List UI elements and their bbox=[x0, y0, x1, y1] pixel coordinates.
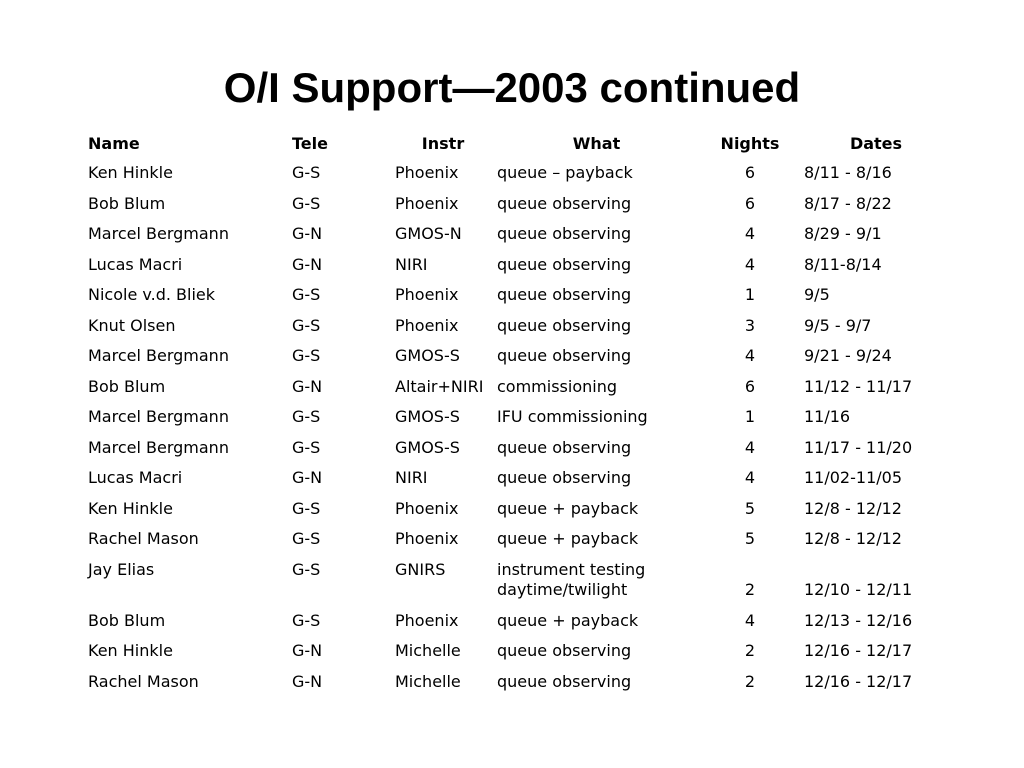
cell-what bbox=[491, 189, 696, 220]
cell-dates bbox=[798, 606, 948, 637]
cell-tele: G-S bbox=[292, 163, 321, 182]
cell-instr: GMOS-S bbox=[395, 407, 460, 426]
cell-nights-value: 1 bbox=[744, 285, 756, 304]
cell-dates bbox=[798, 524, 948, 555]
cell-dates-value: 12/16 - 12/17 bbox=[804, 671, 913, 691]
table-header-row bbox=[82, 130, 948, 158]
cell-name: Ken Hinkle bbox=[88, 498, 173, 518]
cell-nights-value: 5 bbox=[744, 529, 756, 548]
cell-name: Bob Blum bbox=[88, 193, 166, 213]
cell-tele: G-S bbox=[292, 610, 321, 630]
cell-what-line: queue observing bbox=[497, 224, 632, 243]
cell-dates-value: 8/11 - 8/16 bbox=[804, 163, 892, 182]
cell-what bbox=[491, 463, 696, 494]
cell-spacer bbox=[702, 560, 798, 581]
cell-name: Nicole v.d. Bliek bbox=[88, 285, 215, 304]
cell-nights-value: 2 bbox=[744, 641, 756, 660]
cell-instr: Phoenix bbox=[395, 285, 459, 304]
cell-what-line: daytime/twilight bbox=[497, 580, 628, 599]
table-row bbox=[82, 402, 948, 433]
cell-dates bbox=[798, 341, 948, 372]
cell-dates-value: 12/13 - 12/16 bbox=[804, 610, 913, 630]
cell-nights bbox=[696, 189, 798, 220]
cell-what bbox=[491, 402, 696, 433]
table-row bbox=[82, 219, 948, 250]
cell-instr: Phoenix bbox=[395, 610, 459, 630]
table-row bbox=[82, 158, 948, 189]
cell-what-line: queue observing bbox=[497, 671, 632, 691]
table-row bbox=[82, 606, 948, 637]
cell-tele: G-S bbox=[292, 285, 321, 304]
cell-instr: Michelle bbox=[395, 671, 461, 691]
cell-nights-value: 4 bbox=[744, 437, 756, 457]
cell-nights bbox=[696, 636, 798, 667]
cell-what bbox=[491, 606, 696, 637]
cell-tele: G-S bbox=[292, 498, 321, 518]
cell-nights-value: 4 bbox=[744, 346, 756, 365]
cell-nights bbox=[696, 341, 798, 372]
cell-dates bbox=[798, 280, 948, 311]
cell-dates bbox=[798, 250, 948, 281]
table-row bbox=[82, 524, 948, 555]
cell-tele: G-S bbox=[292, 437, 321, 457]
cell-nights-value: 2 bbox=[744, 671, 756, 691]
cell-nights-value: 6 bbox=[744, 163, 756, 182]
cell-nights bbox=[696, 524, 798, 555]
cell-nights bbox=[696, 667, 798, 698]
column-header-instr: Instr bbox=[421, 134, 465, 153]
cell-name: Marcel Bergmann bbox=[88, 224, 229, 243]
cell-nights-value: 6 bbox=[744, 193, 756, 213]
column-header-dates: Dates bbox=[849, 134, 903, 153]
cell-tele: G-S bbox=[292, 559, 321, 579]
cell-nights-value: 4 bbox=[744, 254, 756, 274]
cell-nights-value: 3 bbox=[744, 315, 756, 335]
table-row bbox=[82, 341, 948, 372]
cell-nights bbox=[696, 280, 798, 311]
cell-dates-value: 11/17 - 11/20 bbox=[804, 437, 913, 457]
cell-name: Rachel Mason bbox=[88, 529, 199, 548]
cell-name: Bob Blum bbox=[88, 610, 166, 630]
cell-dates bbox=[798, 555, 948, 606]
cell-spacer bbox=[804, 560, 948, 581]
cell-dates-value: 11/16 bbox=[804, 407, 851, 426]
cell-what-line: queue observing bbox=[497, 285, 632, 304]
cell-nights bbox=[696, 463, 798, 494]
cell-dates-value: 9/5 bbox=[804, 285, 830, 304]
cell-name: Marcel Bergmann bbox=[88, 407, 229, 426]
cell-what-line: queue – payback bbox=[497, 163, 633, 182]
cell-what-line: queue observing bbox=[497, 641, 632, 660]
cell-nights bbox=[696, 372, 798, 403]
cell-dates-value: 8/11-8/14 bbox=[804, 254, 882, 274]
cell-instr: GMOS-S bbox=[395, 437, 460, 457]
cell-dates bbox=[798, 219, 948, 250]
cell-tele: G-N bbox=[292, 671, 323, 691]
cell-tele: G-S bbox=[292, 407, 321, 426]
cell-nights-value: 4 bbox=[744, 224, 756, 243]
column-header-nights: Nights bbox=[720, 134, 780, 153]
table-row bbox=[82, 372, 948, 403]
cell-what bbox=[491, 311, 696, 342]
cell-nights bbox=[696, 433, 798, 464]
cell-dates bbox=[798, 402, 948, 433]
cell-dates bbox=[798, 433, 948, 464]
cell-nights bbox=[696, 158, 798, 189]
cell-instr: Phoenix bbox=[395, 163, 459, 182]
cell-nights-value: 5 bbox=[744, 498, 756, 518]
cell-name: Marcel Bergmann bbox=[88, 437, 229, 457]
cell-dates-value: 12/8 - 12/12 bbox=[804, 529, 902, 548]
cell-dates-value: 12/8 - 12/12 bbox=[804, 498, 902, 518]
cell-dates bbox=[798, 463, 948, 494]
cell-instr: Michelle bbox=[395, 641, 461, 660]
cell-tele: G-N bbox=[292, 641, 323, 660]
column-header-what: What bbox=[572, 134, 621, 153]
cell-name: Rachel Mason bbox=[88, 671, 199, 691]
cell-what-line: queue observing bbox=[497, 193, 632, 213]
cell-dates bbox=[798, 667, 948, 698]
cell-instr: NIRI bbox=[395, 254, 428, 274]
slide-title: O/I Support—2003 continued bbox=[223, 64, 801, 111]
cell-name: Bob Blum bbox=[88, 376, 166, 396]
cell-what bbox=[491, 341, 696, 372]
cell-tele: G-S bbox=[292, 193, 321, 213]
cell-nights-value: 1 bbox=[744, 407, 756, 426]
cell-nights bbox=[696, 311, 798, 342]
cell-what bbox=[491, 280, 696, 311]
cell-nights bbox=[696, 250, 798, 281]
table-body bbox=[82, 158, 948, 697]
cell-dates bbox=[798, 158, 948, 189]
cell-what bbox=[491, 433, 696, 464]
table-row bbox=[82, 636, 948, 667]
table-row bbox=[82, 555, 948, 606]
cell-dates-value: 9/5 - 9/7 bbox=[804, 315, 872, 335]
support-schedule-table bbox=[82, 130, 948, 697]
cell-nights-value: 2 bbox=[744, 580, 756, 599]
cell-what-line: IFU commissioning bbox=[497, 407, 648, 426]
cell-tele: G-N bbox=[292, 376, 323, 396]
cell-what-line: commissioning bbox=[497, 376, 617, 396]
cell-what bbox=[491, 555, 696, 606]
table-row bbox=[82, 433, 948, 464]
cell-dates bbox=[798, 189, 948, 220]
cell-instr: Phoenix bbox=[395, 498, 459, 518]
cell-instr: Phoenix bbox=[395, 529, 459, 548]
cell-tele: G-N bbox=[292, 468, 323, 487]
cell-what bbox=[491, 372, 696, 403]
cell-name: Knut Olsen bbox=[88, 315, 176, 335]
table-row bbox=[82, 280, 948, 311]
cell-instr: GMOS-N bbox=[395, 224, 462, 243]
table-row bbox=[82, 463, 948, 494]
cell-dates bbox=[798, 372, 948, 403]
cell-dates bbox=[798, 494, 948, 525]
cell-nights bbox=[696, 494, 798, 525]
cell-what-line: queue + payback bbox=[497, 610, 639, 630]
cell-tele: G-S bbox=[292, 346, 321, 365]
cell-nights-value: 6 bbox=[744, 376, 756, 396]
cell-dates-value: 11/12 - 11/17 bbox=[804, 376, 913, 396]
cell-dates-value: 8/17 - 8/22 bbox=[804, 193, 892, 213]
cell-instr: NIRI bbox=[395, 468, 428, 487]
cell-what bbox=[491, 524, 696, 555]
cell-what-line: queue observing bbox=[497, 315, 632, 335]
cell-what bbox=[491, 158, 696, 189]
column-header-tele: Tele bbox=[292, 134, 328, 153]
cell-what-line: instrument testing bbox=[497, 559, 646, 579]
table-row bbox=[82, 250, 948, 281]
cell-name: Jay Elias bbox=[88, 559, 155, 579]
cell-instr: Phoenix bbox=[395, 315, 459, 335]
cell-dates bbox=[798, 636, 948, 667]
cell-instr: Phoenix bbox=[395, 193, 459, 213]
cell-dates-value: 9/21 - 9/24 bbox=[804, 346, 892, 365]
table-row bbox=[82, 667, 948, 698]
cell-what-line: queue observing bbox=[497, 346, 632, 365]
cell-instr: GNIRS bbox=[395, 559, 446, 579]
cell-what-line: queue observing bbox=[497, 437, 632, 457]
cell-what bbox=[491, 636, 696, 667]
cell-instr: GMOS-S bbox=[395, 346, 460, 365]
cell-tele: G-S bbox=[292, 529, 321, 548]
cell-tele: G-N bbox=[292, 224, 323, 243]
cell-what bbox=[491, 494, 696, 525]
cell-what bbox=[491, 667, 696, 698]
cell-nights-value: 4 bbox=[744, 610, 756, 630]
cell-nights bbox=[696, 606, 798, 637]
cell-what bbox=[491, 219, 696, 250]
column-header-name: Name bbox=[88, 134, 140, 153]
cell-dates-value: 12/16 - 12/17 bbox=[804, 641, 913, 660]
cell-nights bbox=[696, 555, 798, 606]
cell-nights bbox=[696, 402, 798, 433]
cell-name: Ken Hinkle bbox=[88, 641, 173, 660]
cell-name: Marcel Bergmann bbox=[88, 346, 229, 365]
cell-what bbox=[491, 250, 696, 281]
cell-name: Ken Hinkle bbox=[88, 163, 173, 182]
cell-what-line: queue observing bbox=[497, 468, 632, 487]
cell-instr: Altair+NIRI bbox=[395, 376, 484, 396]
table-row bbox=[82, 189, 948, 220]
cell-what-line: queue + payback bbox=[497, 529, 639, 548]
cell-dates bbox=[798, 311, 948, 342]
cell-dates-value: 11/02-11/05 bbox=[804, 468, 902, 487]
cell-dates-value: 8/29 - 9/1 bbox=[804, 224, 882, 243]
cell-name: Lucas Macri bbox=[88, 254, 183, 274]
cell-what-line: queue observing bbox=[497, 254, 632, 274]
cell-dates-value: 12/10 - 12/11 bbox=[804, 580, 913, 599]
cell-nights-value: 4 bbox=[744, 468, 756, 487]
cell-what-line: queue + payback bbox=[497, 498, 639, 518]
cell-name: Lucas Macri bbox=[88, 468, 183, 487]
cell-tele: G-N bbox=[292, 254, 323, 274]
table-row bbox=[82, 494, 948, 525]
table-row bbox=[82, 311, 948, 342]
cell-nights bbox=[696, 219, 798, 250]
cell-tele: G-S bbox=[292, 315, 321, 335]
